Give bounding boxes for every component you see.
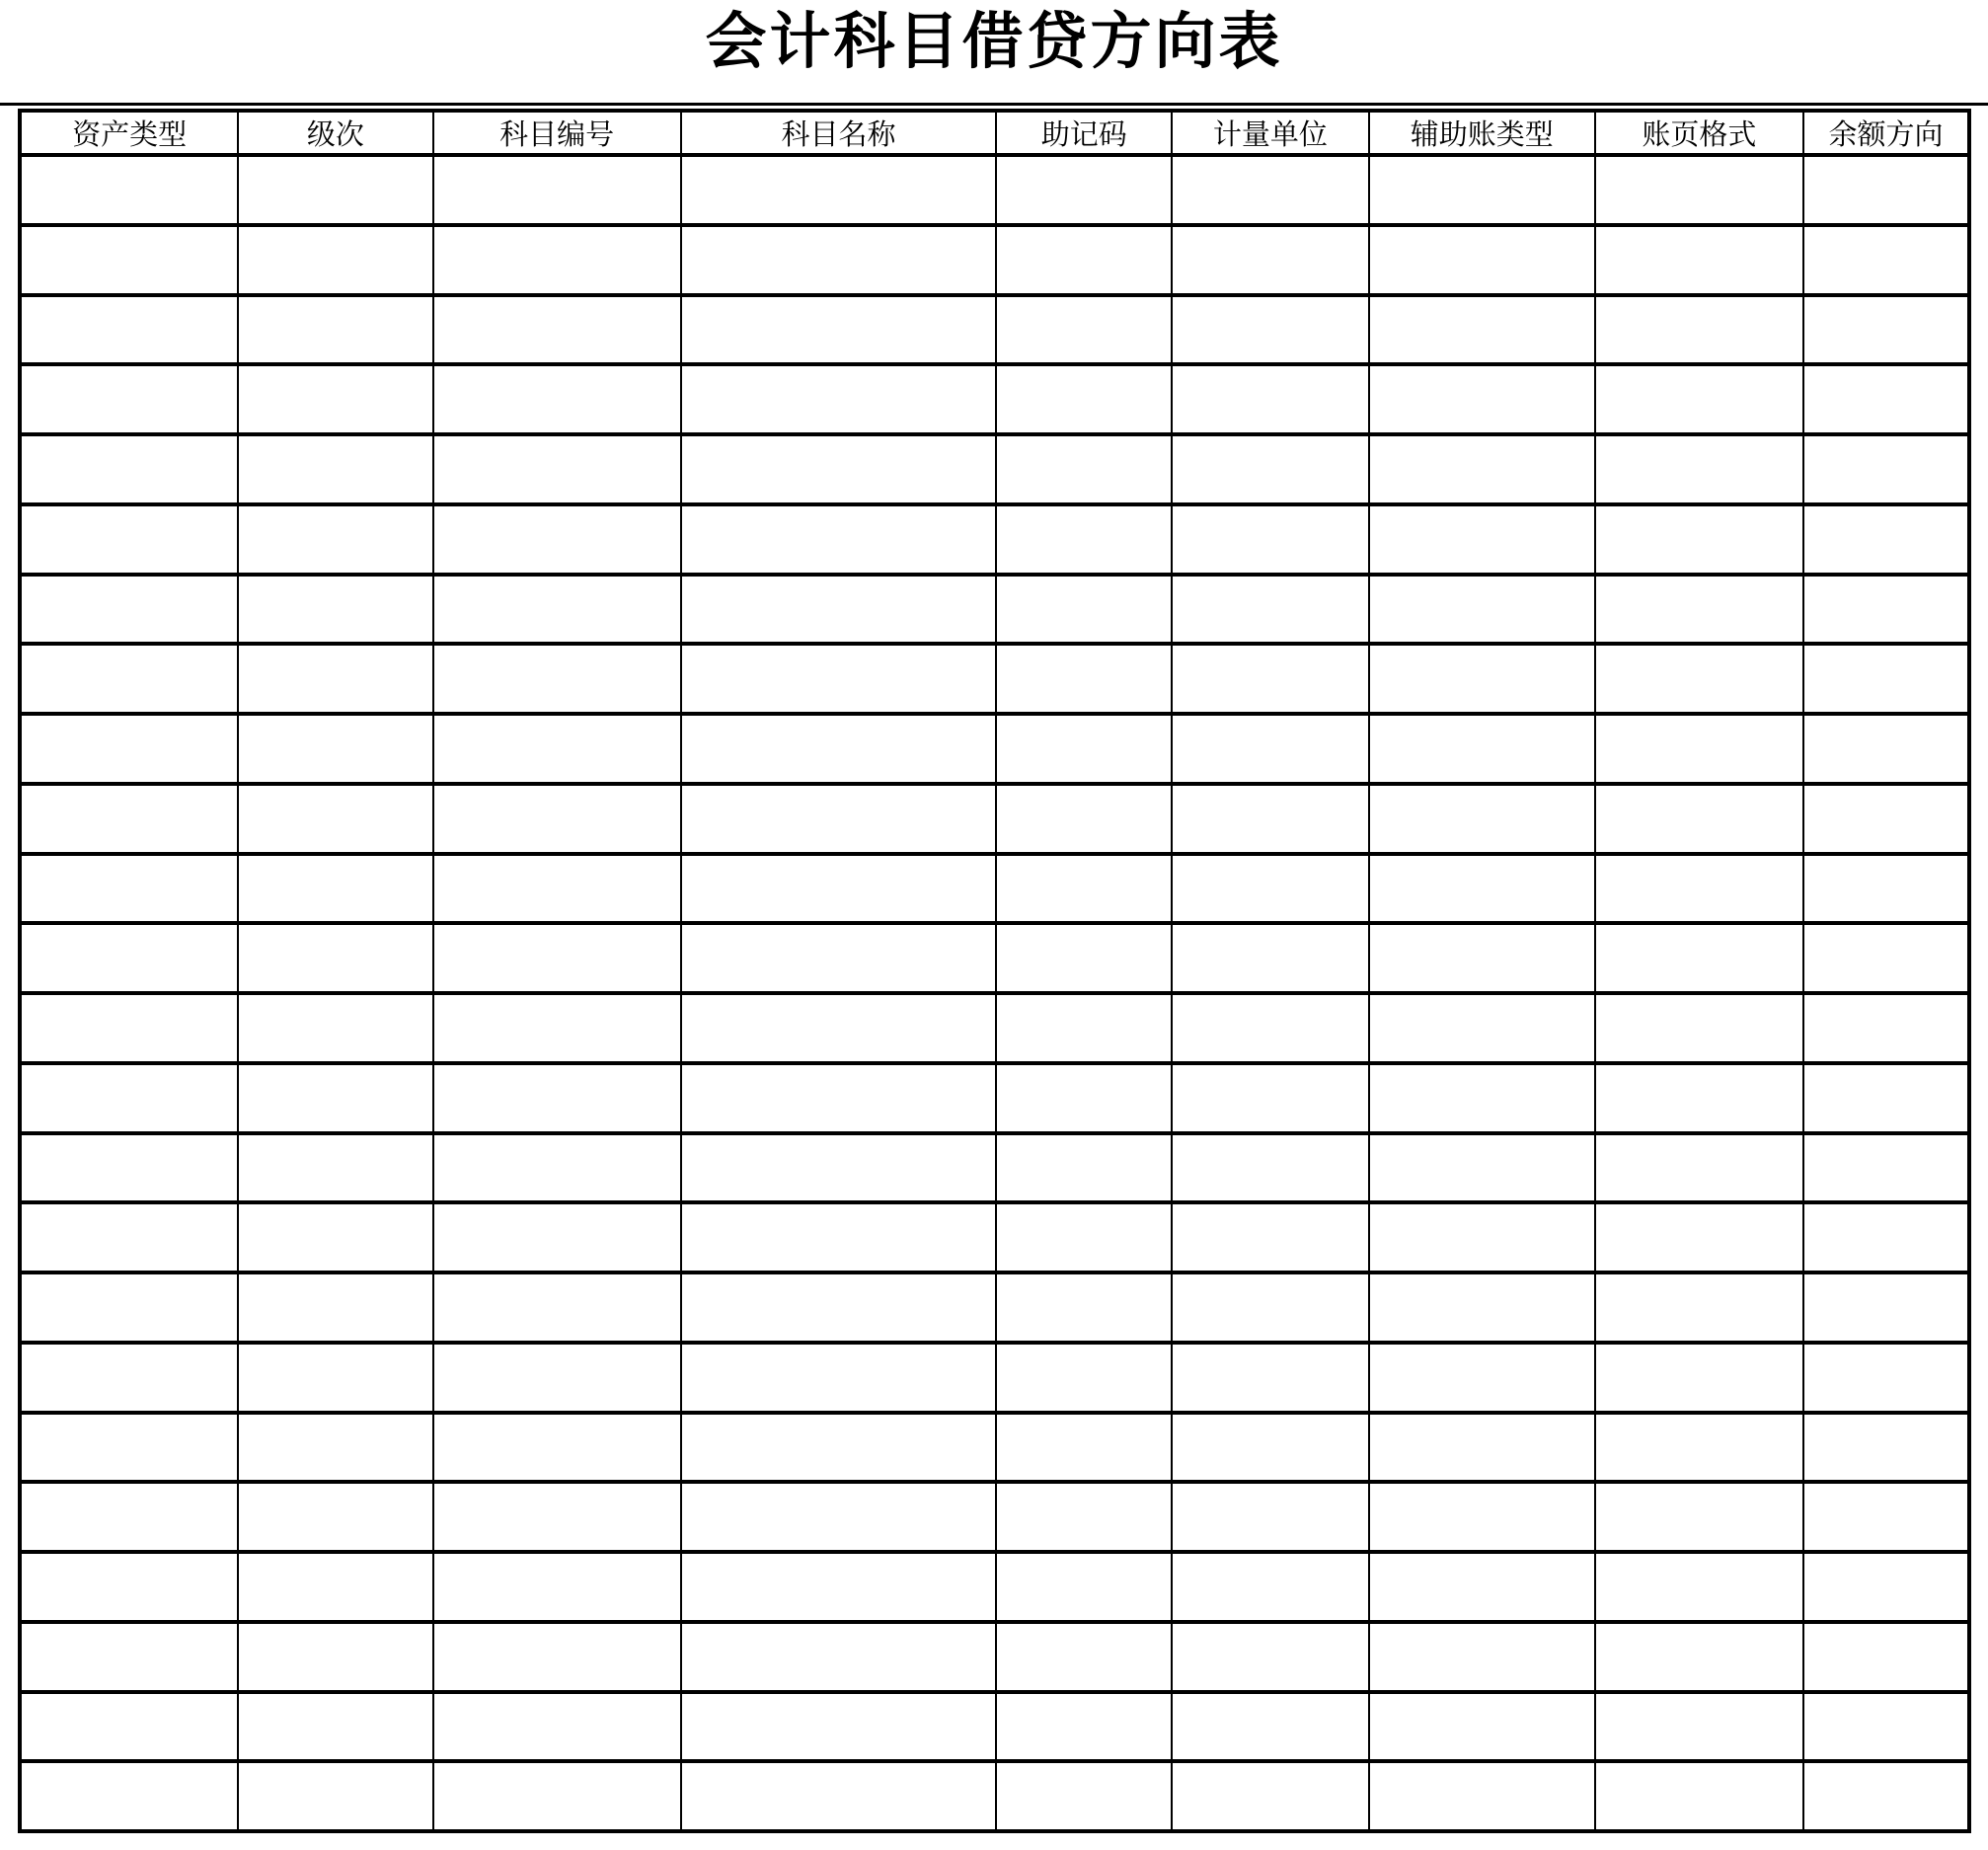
empty-cell-unit-of-measure[interactable] bbox=[1172, 1622, 1368, 1692]
empty-cell-ledger-page-format[interactable] bbox=[1595, 1482, 1803, 1552]
empty-cell-level[interactable] bbox=[238, 1761, 433, 1831]
empty-cell-asset-type[interactable] bbox=[20, 993, 238, 1063]
empty-cell-subject-name[interactable] bbox=[681, 714, 997, 784]
table-row bbox=[20, 1692, 1969, 1762]
empty-cell-asset-type[interactable] bbox=[20, 1552, 238, 1622]
column-header-subject-name: 科目名称 bbox=[681, 111, 997, 155]
title-divider bbox=[0, 103, 1988, 106]
empty-cell-subject-name[interactable] bbox=[681, 295, 997, 365]
empty-cell-mnemonic-code[interactable] bbox=[996, 993, 1172, 1063]
empty-cell-subject-code[interactable] bbox=[433, 1063, 681, 1133]
table-row bbox=[20, 714, 1969, 784]
empty-cell-mnemonic-code[interactable] bbox=[996, 575, 1172, 645]
empty-cell-balance-direction[interactable] bbox=[1803, 295, 1969, 365]
empty-cell-asset-type[interactable] bbox=[20, 1413, 238, 1483]
empty-cell-unit-of-measure[interactable] bbox=[1172, 784, 1368, 854]
page-title: 会计科目借贷方向表 bbox=[705, 8, 1283, 76]
empty-cell-mnemonic-code[interactable] bbox=[996, 295, 1172, 365]
empty-cell-asset-type[interactable] bbox=[20, 575, 238, 645]
empty-cell-asset-type[interactable] bbox=[20, 1063, 238, 1133]
empty-cell-subject-code[interactable] bbox=[433, 1622, 681, 1692]
empty-cell-subject-name[interactable] bbox=[681, 1413, 997, 1483]
empty-cell-subject-name[interactable] bbox=[681, 644, 997, 714]
empty-cell-ledger-page-format[interactable] bbox=[1595, 1761, 1803, 1831]
empty-cell-subject-name[interactable] bbox=[681, 155, 997, 225]
empty-cell-balance-direction[interactable] bbox=[1803, 644, 1969, 714]
empty-cell-ledger-page-format[interactable] bbox=[1595, 225, 1803, 295]
empty-cell-asset-type[interactable] bbox=[20, 1482, 238, 1552]
empty-cell-level[interactable] bbox=[238, 1343, 433, 1413]
empty-cell-subject-name[interactable] bbox=[681, 1622, 997, 1692]
empty-cell-subject-name[interactable] bbox=[681, 784, 997, 854]
empty-cell-balance-direction[interactable] bbox=[1803, 225, 1969, 295]
empty-cell-auxiliary-account-type[interactable] bbox=[1369, 434, 1595, 504]
empty-cell-subject-code[interactable] bbox=[433, 434, 681, 504]
empty-cell-subject-code[interactable] bbox=[433, 225, 681, 295]
table-row bbox=[20, 434, 1969, 504]
table-row bbox=[20, 784, 1969, 854]
table-header-row bbox=[20, 111, 1969, 155]
empty-cell-mnemonic-code[interactable] bbox=[996, 434, 1172, 504]
empty-cell-mnemonic-code[interactable] bbox=[996, 923, 1172, 993]
empty-cell-mnemonic-code[interactable] bbox=[996, 784, 1172, 854]
empty-cell-auxiliary-account-type[interactable] bbox=[1369, 1692, 1595, 1762]
empty-cell-subject-name[interactable] bbox=[681, 1063, 997, 1133]
empty-cell-unit-of-measure[interactable] bbox=[1172, 1413, 1368, 1483]
empty-cell-unit-of-measure[interactable] bbox=[1172, 1343, 1368, 1413]
table-row bbox=[20, 155, 1969, 225]
empty-cell-unit-of-measure[interactable] bbox=[1172, 295, 1368, 365]
empty-cell-mnemonic-code[interactable] bbox=[996, 854, 1172, 924]
table-row bbox=[20, 1622, 1969, 1692]
table-row bbox=[20, 993, 1969, 1063]
empty-cell-subject-name[interactable] bbox=[681, 1133, 997, 1203]
table-row bbox=[20, 364, 1969, 434]
empty-cell-level[interactable] bbox=[238, 993, 433, 1063]
empty-cell-asset-type[interactable] bbox=[20, 504, 238, 575]
empty-cell-balance-direction[interactable] bbox=[1803, 923, 1969, 993]
empty-cell-balance-direction[interactable] bbox=[1803, 155, 1969, 225]
empty-cell-subject-name[interactable] bbox=[681, 225, 997, 295]
empty-cell-unit-of-measure[interactable] bbox=[1172, 434, 1368, 504]
empty-cell-subject-name[interactable] bbox=[681, 1552, 997, 1622]
empty-cell-balance-direction[interactable] bbox=[1803, 1133, 1969, 1203]
empty-cell-ledger-page-format[interactable] bbox=[1595, 1202, 1803, 1272]
empty-cell-level[interactable] bbox=[238, 1272, 433, 1343]
empty-cell-balance-direction[interactable] bbox=[1803, 784, 1969, 854]
empty-cell-subject-code[interactable] bbox=[433, 644, 681, 714]
empty-cell-asset-type[interactable] bbox=[20, 714, 238, 784]
empty-cell-ledger-page-format[interactable] bbox=[1595, 504, 1803, 575]
empty-cell-asset-type[interactable] bbox=[20, 1133, 238, 1203]
empty-cell-subject-code[interactable] bbox=[433, 854, 681, 924]
empty-cell-subject-code[interactable] bbox=[433, 295, 681, 365]
empty-cell-unit-of-measure[interactable] bbox=[1172, 155, 1368, 225]
empty-cell-mnemonic-code[interactable] bbox=[996, 364, 1172, 434]
empty-cell-asset-type[interactable] bbox=[20, 434, 238, 504]
empty-cell-subject-name[interactable] bbox=[681, 1202, 997, 1272]
empty-cell-subject-name[interactable] bbox=[681, 1343, 997, 1413]
empty-cell-subject-code[interactable] bbox=[433, 784, 681, 854]
empty-cell-unit-of-measure[interactable] bbox=[1172, 854, 1368, 924]
table-row bbox=[20, 1063, 1969, 1133]
empty-cell-level[interactable] bbox=[238, 575, 433, 645]
empty-cell-ledger-page-format[interactable] bbox=[1595, 1692, 1803, 1762]
empty-cell-subject-code[interactable] bbox=[433, 1761, 681, 1831]
table-row bbox=[20, 1272, 1969, 1343]
empty-cell-subject-name[interactable] bbox=[681, 434, 997, 504]
empty-cell-subject-name[interactable] bbox=[681, 575, 997, 645]
empty-cell-level[interactable] bbox=[238, 1202, 433, 1272]
empty-cell-ledger-page-format[interactable] bbox=[1595, 1272, 1803, 1343]
column-header-ledger-page-format: 账页格式 bbox=[1595, 111, 1803, 155]
empty-cell-subject-code[interactable] bbox=[433, 1133, 681, 1203]
empty-cell-level[interactable] bbox=[238, 1482, 433, 1552]
empty-cell-subject-code[interactable] bbox=[433, 1482, 681, 1552]
empty-cell-unit-of-measure[interactable] bbox=[1172, 504, 1368, 575]
empty-cell-mnemonic-code[interactable] bbox=[996, 1343, 1172, 1413]
empty-cell-auxiliary-account-type[interactable] bbox=[1369, 504, 1595, 575]
table-row bbox=[20, 1552, 1969, 1622]
empty-cell-asset-type[interactable] bbox=[20, 644, 238, 714]
empty-cell-subject-code[interactable] bbox=[433, 923, 681, 993]
empty-cell-unit-of-measure[interactable] bbox=[1172, 364, 1368, 434]
empty-cell-balance-direction[interactable] bbox=[1803, 1622, 1969, 1692]
table-row bbox=[20, 575, 1969, 645]
empty-cell-asset-type[interactable] bbox=[20, 364, 238, 434]
table-row bbox=[20, 1482, 1969, 1552]
empty-cell-subject-name[interactable] bbox=[681, 923, 997, 993]
empty-cell-mnemonic-code[interactable] bbox=[996, 1133, 1172, 1203]
table-row bbox=[20, 1413, 1969, 1483]
empty-cell-unit-of-measure[interactable] bbox=[1172, 1063, 1368, 1133]
table-row bbox=[20, 1133, 1969, 1203]
empty-cell-level[interactable] bbox=[238, 854, 433, 924]
empty-cell-level[interactable] bbox=[238, 1622, 433, 1692]
empty-cell-unit-of-measure[interactable] bbox=[1172, 225, 1368, 295]
empty-cell-mnemonic-code[interactable] bbox=[996, 1272, 1172, 1343]
empty-cell-subject-code[interactable] bbox=[433, 1692, 681, 1762]
empty-cell-auxiliary-account-type[interactable] bbox=[1369, 1343, 1595, 1413]
empty-cell-subject-name[interactable] bbox=[681, 504, 997, 575]
empty-cell-unit-of-measure[interactable] bbox=[1172, 644, 1368, 714]
empty-cell-level[interactable] bbox=[238, 364, 433, 434]
empty-cell-auxiliary-account-type[interactable] bbox=[1369, 575, 1595, 645]
empty-cell-ledger-page-format[interactable] bbox=[1595, 923, 1803, 993]
empty-cell-level[interactable] bbox=[238, 644, 433, 714]
empty-cell-auxiliary-account-type[interactable] bbox=[1369, 1761, 1595, 1831]
empty-cell-asset-type[interactable] bbox=[20, 295, 238, 365]
empty-cell-asset-type[interactable] bbox=[20, 854, 238, 924]
empty-cell-asset-type[interactable] bbox=[20, 1272, 238, 1343]
empty-cell-subject-name[interactable] bbox=[681, 1272, 997, 1343]
accounting-subjects-table bbox=[18, 109, 1971, 1833]
empty-cell-asset-type[interactable] bbox=[20, 1761, 238, 1831]
column-header-subject-code: 科目编号 bbox=[433, 111, 681, 155]
empty-cell-level[interactable] bbox=[238, 1063, 433, 1133]
empty-cell-subject-code[interactable] bbox=[433, 364, 681, 434]
empty-cell-balance-direction[interactable] bbox=[1803, 1202, 1969, 1272]
empty-cell-auxiliary-account-type[interactable] bbox=[1369, 1202, 1595, 1272]
empty-cell-auxiliary-account-type[interactable] bbox=[1369, 295, 1595, 365]
empty-cell-auxiliary-account-type[interactable] bbox=[1369, 714, 1595, 784]
empty-cell-auxiliary-account-type[interactable] bbox=[1369, 923, 1595, 993]
empty-cell-mnemonic-code[interactable] bbox=[996, 225, 1172, 295]
empty-cell-asset-type[interactable] bbox=[20, 923, 238, 993]
empty-cell-balance-direction[interactable] bbox=[1803, 993, 1969, 1063]
empty-cell-asset-type[interactable] bbox=[20, 784, 238, 854]
empty-cell-ledger-page-format[interactable] bbox=[1595, 784, 1803, 854]
table-row bbox=[20, 644, 1969, 714]
empty-cell-auxiliary-account-type[interactable] bbox=[1369, 1413, 1595, 1483]
table-row bbox=[20, 1202, 1969, 1272]
table-row bbox=[20, 295, 1969, 365]
empty-cell-ledger-page-format[interactable] bbox=[1595, 1063, 1803, 1133]
empty-cell-unit-of-measure[interactable] bbox=[1172, 993, 1368, 1063]
empty-cell-ledger-page-format[interactable] bbox=[1595, 1133, 1803, 1203]
empty-cell-balance-direction[interactable] bbox=[1803, 434, 1969, 504]
empty-cell-auxiliary-account-type[interactable] bbox=[1369, 644, 1595, 714]
empty-cell-subject-name[interactable] bbox=[681, 1482, 997, 1552]
empty-cell-auxiliary-account-type[interactable] bbox=[1369, 1063, 1595, 1133]
empty-cell-asset-type[interactable] bbox=[20, 1622, 238, 1692]
empty-cell-level[interactable] bbox=[238, 155, 433, 225]
empty-cell-balance-direction[interactable] bbox=[1803, 1063, 1969, 1133]
empty-cell-ledger-page-format[interactable] bbox=[1595, 644, 1803, 714]
empty-cell-subject-code[interactable] bbox=[433, 1413, 681, 1483]
empty-cell-level[interactable] bbox=[238, 434, 433, 504]
empty-cell-level[interactable] bbox=[238, 1552, 433, 1622]
table-row bbox=[20, 1343, 1969, 1413]
table-row bbox=[20, 854, 1969, 924]
empty-cell-ledger-page-format[interactable] bbox=[1595, 155, 1803, 225]
empty-cell-auxiliary-account-type[interactable] bbox=[1369, 1552, 1595, 1622]
empty-cell-subject-code[interactable] bbox=[433, 714, 681, 784]
empty-cell-balance-direction[interactable] bbox=[1803, 1692, 1969, 1762]
empty-cell-level[interactable] bbox=[238, 1413, 433, 1483]
empty-cell-mnemonic-code[interactable] bbox=[996, 1063, 1172, 1133]
empty-cell-level[interactable] bbox=[238, 1692, 433, 1762]
empty-cell-balance-direction[interactable] bbox=[1803, 575, 1969, 645]
empty-cell-asset-type[interactable] bbox=[20, 155, 238, 225]
column-header-mnemonic-code: 助记码 bbox=[996, 111, 1172, 155]
column-header-auxiliary-account-type: 辅助账类型 bbox=[1369, 111, 1595, 155]
empty-cell-unit-of-measure[interactable] bbox=[1172, 1692, 1368, 1762]
empty-cell-balance-direction[interactable] bbox=[1803, 1552, 1969, 1622]
empty-cell-unit-of-measure[interactable] bbox=[1172, 1552, 1368, 1622]
empty-cell-auxiliary-account-type[interactable] bbox=[1369, 1482, 1595, 1552]
empty-cell-subject-code[interactable] bbox=[433, 993, 681, 1063]
empty-cell-balance-direction[interactable] bbox=[1803, 1761, 1969, 1831]
empty-cell-unit-of-measure[interactable] bbox=[1172, 1202, 1368, 1272]
empty-cell-level[interactable] bbox=[238, 295, 433, 365]
empty-cell-auxiliary-account-type[interactable] bbox=[1369, 784, 1595, 854]
column-header-balance-direction: 余额方向 bbox=[1803, 111, 1969, 155]
empty-cell-auxiliary-account-type[interactable] bbox=[1369, 1133, 1595, 1203]
empty-cell-auxiliary-account-type[interactable] bbox=[1369, 225, 1595, 295]
empty-cell-ledger-page-format[interactable] bbox=[1595, 1413, 1803, 1483]
empty-cell-unit-of-measure[interactable] bbox=[1172, 1133, 1368, 1203]
empty-cell-auxiliary-account-type[interactable] bbox=[1369, 155, 1595, 225]
empty-cell-subject-code[interactable] bbox=[433, 155, 681, 225]
empty-cell-mnemonic-code[interactable] bbox=[996, 1482, 1172, 1552]
empty-cell-mnemonic-code[interactable] bbox=[996, 1552, 1172, 1622]
empty-cell-subject-code[interactable] bbox=[433, 504, 681, 575]
empty-cell-unit-of-measure[interactable] bbox=[1172, 1272, 1368, 1343]
empty-cell-unit-of-measure[interactable] bbox=[1172, 714, 1368, 784]
empty-cell-subject-name[interactable] bbox=[681, 993, 997, 1063]
empty-cell-subject-name[interactable] bbox=[681, 364, 997, 434]
empty-cell-subject-name[interactable] bbox=[681, 1692, 997, 1762]
empty-cell-unit-of-measure[interactable] bbox=[1172, 575, 1368, 645]
empty-cell-subject-name[interactable] bbox=[681, 854, 997, 924]
empty-cell-balance-direction[interactable] bbox=[1803, 504, 1969, 575]
empty-cell-mnemonic-code[interactable] bbox=[996, 714, 1172, 784]
table-row bbox=[20, 225, 1969, 295]
empty-cell-mnemonic-code[interactable] bbox=[996, 1413, 1172, 1483]
empty-cell-ledger-page-format[interactable] bbox=[1595, 1343, 1803, 1413]
empty-cell-auxiliary-account-type[interactable] bbox=[1369, 364, 1595, 434]
empty-cell-auxiliary-account-type[interactable] bbox=[1369, 854, 1595, 924]
empty-cell-ledger-page-format[interactable] bbox=[1595, 434, 1803, 504]
empty-cell-ledger-page-format[interactable] bbox=[1595, 854, 1803, 924]
empty-cell-mnemonic-code[interactable] bbox=[996, 155, 1172, 225]
table-row bbox=[20, 1761, 1969, 1831]
empty-cell-subject-code[interactable] bbox=[433, 1202, 681, 1272]
empty-cell-level[interactable] bbox=[238, 504, 433, 575]
column-header-asset-type: 资产类型 bbox=[20, 111, 238, 155]
empty-cell-mnemonic-code[interactable] bbox=[996, 504, 1172, 575]
column-header-unit-of-measure: 计量单位 bbox=[1172, 111, 1368, 155]
empty-cell-balance-direction[interactable] bbox=[1803, 1413, 1969, 1483]
table-row bbox=[20, 923, 1969, 993]
empty-cell-mnemonic-code[interactable] bbox=[996, 1622, 1172, 1692]
empty-cell-ledger-page-format[interactable] bbox=[1595, 575, 1803, 645]
column-header-level: 级次 bbox=[238, 111, 433, 155]
empty-cell-subject-code[interactable] bbox=[433, 575, 681, 645]
empty-cell-asset-type[interactable] bbox=[20, 225, 238, 295]
empty-cell-subject-code[interactable] bbox=[433, 1343, 681, 1413]
table-row bbox=[20, 504, 1969, 575]
empty-cell-mnemonic-code[interactable] bbox=[996, 1202, 1172, 1272]
empty-cell-ledger-page-format[interactable] bbox=[1595, 1552, 1803, 1622]
empty-cell-balance-direction[interactable] bbox=[1803, 714, 1969, 784]
empty-cell-mnemonic-code[interactable] bbox=[996, 644, 1172, 714]
empty-cell-asset-type[interactable] bbox=[20, 1692, 238, 1762]
empty-cell-auxiliary-account-type[interactable] bbox=[1369, 993, 1595, 1063]
empty-cell-level[interactable] bbox=[238, 784, 433, 854]
empty-cell-unit-of-measure[interactable] bbox=[1172, 1761, 1368, 1831]
empty-cell-mnemonic-code[interactable] bbox=[996, 1761, 1172, 1831]
empty-cell-unit-of-measure[interactable] bbox=[1172, 923, 1368, 993]
empty-cell-level[interactable] bbox=[238, 923, 433, 993]
empty-cell-level[interactable] bbox=[238, 1133, 433, 1203]
empty-cell-level[interactable] bbox=[238, 714, 433, 784]
empty-cell-balance-direction[interactable] bbox=[1803, 1343, 1969, 1413]
empty-cell-ledger-page-format[interactable] bbox=[1595, 993, 1803, 1063]
empty-cell-balance-direction[interactable] bbox=[1803, 364, 1969, 434]
empty-cell-auxiliary-account-type[interactable] bbox=[1369, 1272, 1595, 1343]
empty-cell-asset-type[interactable] bbox=[20, 1202, 238, 1272]
empty-cell-ledger-page-format[interactable] bbox=[1595, 714, 1803, 784]
empty-cell-mnemonic-code[interactable] bbox=[996, 1692, 1172, 1762]
empty-cell-subject-name[interactable] bbox=[681, 1761, 997, 1831]
empty-cell-ledger-page-format[interactable] bbox=[1595, 1622, 1803, 1692]
empty-cell-balance-direction[interactable] bbox=[1803, 1272, 1969, 1343]
empty-cell-ledger-page-format[interactable] bbox=[1595, 295, 1803, 365]
empty-cell-auxiliary-account-type[interactable] bbox=[1369, 1622, 1595, 1692]
empty-cell-balance-direction[interactable] bbox=[1803, 1482, 1969, 1552]
empty-cell-level[interactable] bbox=[238, 225, 433, 295]
empty-cell-subject-code[interactable] bbox=[433, 1552, 681, 1622]
empty-cell-subject-code[interactable] bbox=[433, 1272, 681, 1343]
empty-cell-ledger-page-format[interactable] bbox=[1595, 364, 1803, 434]
empty-cell-balance-direction[interactable] bbox=[1803, 854, 1969, 924]
empty-cell-asset-type[interactable] bbox=[20, 1343, 238, 1413]
empty-cell-unit-of-measure[interactable] bbox=[1172, 1482, 1368, 1552]
